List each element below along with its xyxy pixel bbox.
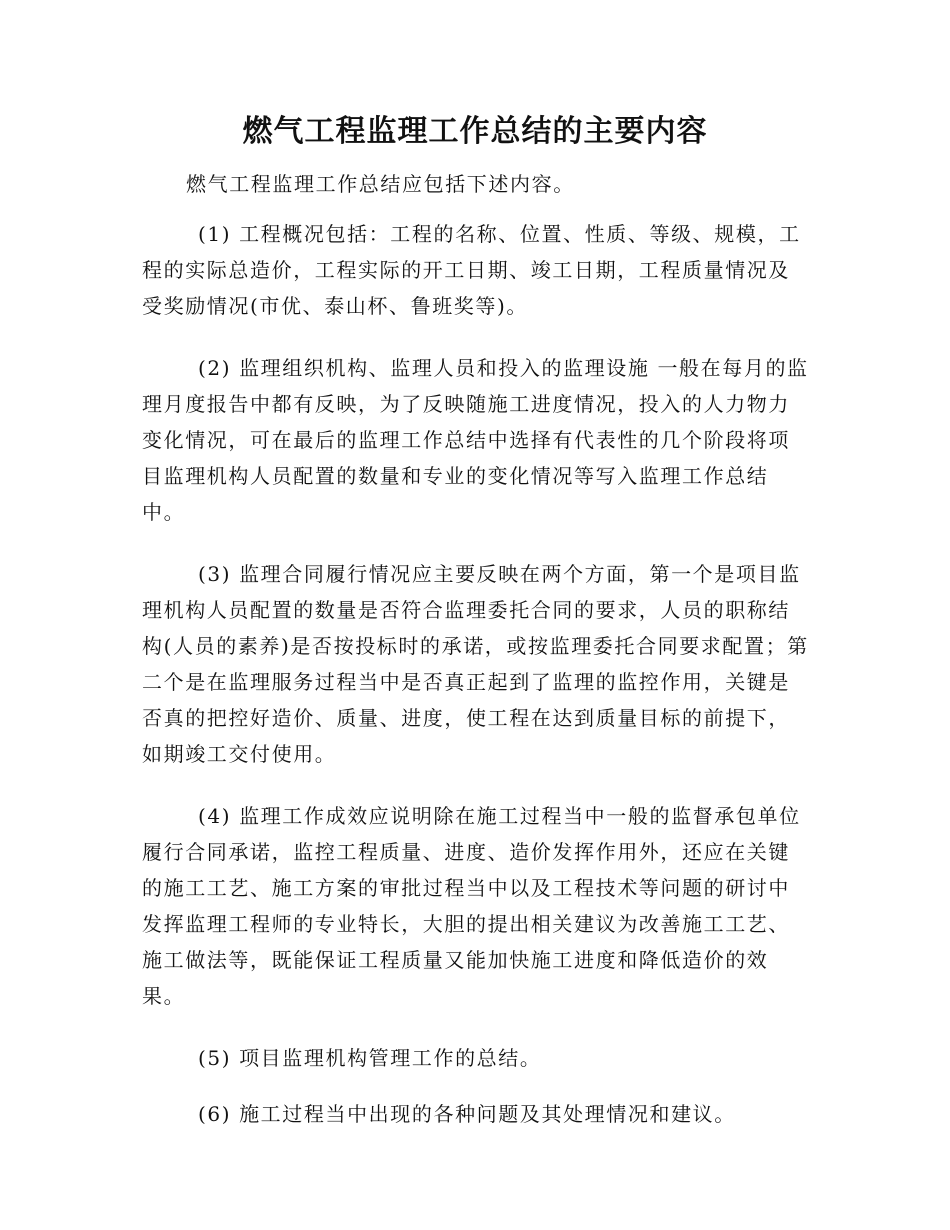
paragraph-5: (5) 项目监理机构管理工作的总结。 <box>198 1046 542 1070</box>
page-title: 燃气工程监理工作总结的主要内容 <box>242 114 708 149</box>
paragraph-4: (4) 监理工作成效应说明除在施工过程当中一般的监督承包单位履行合同承诺，监控工程质量、进度、造价发挥作用外，还应在关键的施工工艺、施工方案的审批过程当中以及工程技术等问题的研讨中发挥监理工程师的专业特长，大胆的提出相关建议为改善施工工艺、施工做法等，既能保证工程质量又能加快施工进度和降低造价的效果。 <box>142 804 801 1008</box>
paragraph-6: (6) 施工过程当中出现的各种问题及其处理情况和建议。 <box>198 1102 736 1126</box>
paragraph-3: (3) 监理合同履行情况应主要反映在两个方面，第一个是项目监理机构人员配置的数量是否符合监理委托合同的要求，人员的职称结构(人员的素养)是否按投标时的承诺，或按监理委托合同要求配置；第二个是在监理服务过程当中是否真正起到了监理的监控作用，关键是否真的把控好造价、质量、进度，使工程在达到质量目标的前提下，如期竣工交付使用。 <box>142 562 809 766</box>
intro-paragraph: 燃气工程监理工作总结应包括下述内容。 <box>186 172 575 196</box>
paragraph-1: (1) 工程概况包括：工程的名称、位置、性质、等级、规模，工程的实际总造价，工程实际的开工日期、竣工日期，工程质量情况及受奖励情况(市优、泰山杯、鲁班奖等)。 <box>142 222 801 318</box>
document-body <box>142 166 810 1152</box>
paragraph-2: (2) 监理组织机构、监理人员和投入的监理设施 一般在每月的监理月度报告中都有反映，为了反映随施工进度情况，投入的人力物力变化情况，可在最后的监理工作总结中选择有代表性的几个阶段将项目监理机构人员配置的数量和专业的变化情况等写入监理工作总结中。 <box>142 356 809 524</box>
